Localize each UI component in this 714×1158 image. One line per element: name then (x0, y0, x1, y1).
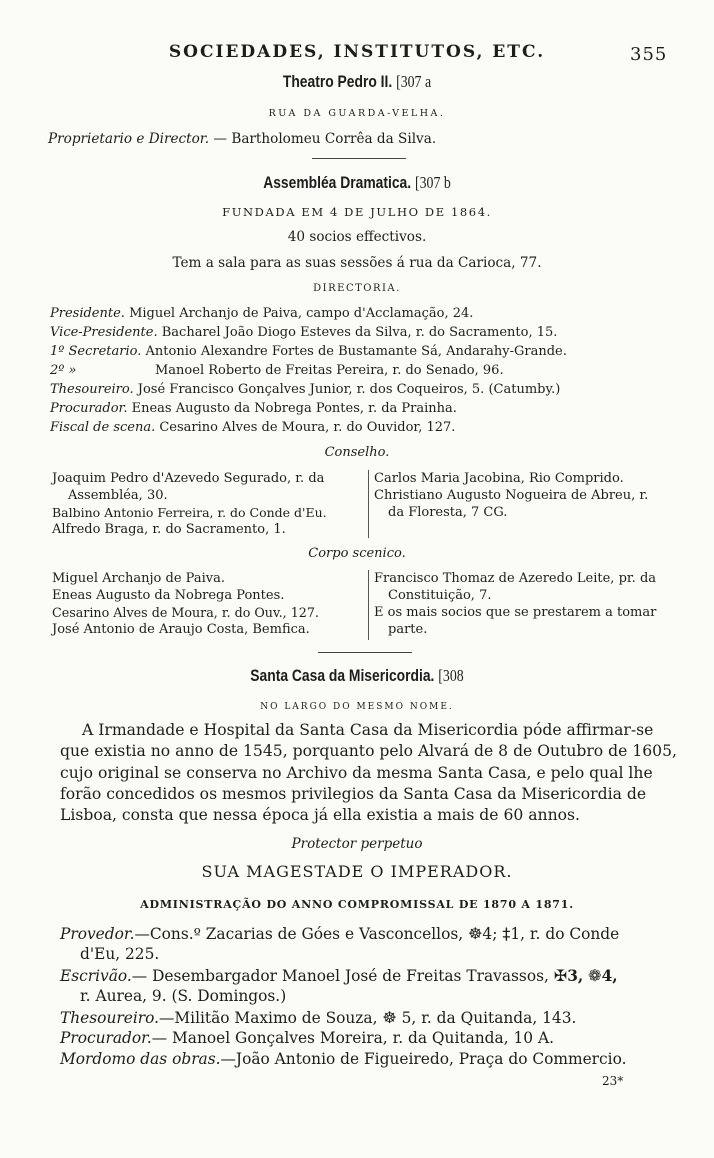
assemblea-heading (57, 173, 657, 193)
conselho-left-line: Balbino Antonio Ferreira, r. do Conde d'Eu. (52, 505, 327, 520)
assemblea-title: Assembléa Dramatica. (263, 174, 412, 192)
protector-name: SUA MAGESTADE O IMPERADOR. (201, 862, 513, 881)
board-role: Vice-Presidente. (50, 325, 158, 340)
conselho-right-line: Christiano Augusto Nogueira de Abreu, r. (374, 488, 649, 503)
administration-heading: ADMINISTRAÇÃO DO ANNO COMPROMISSAL DE 1870 A 1871. (140, 898, 574, 911)
cross-pattee-icon: ✠ (553, 966, 568, 985)
board-role: Procurador. (50, 401, 128, 416)
column-divider (368, 470, 369, 538)
history-paragraph (60, 720, 684, 826)
paragraph-line: forão concedidos os mesmos privilegios da Santa Casa da Misericordia de (60, 784, 647, 803)
assemblea-founded: FUNDADA EM 4 DE JULHO DE 1864. (222, 205, 492, 219)
board-text: Bacharel João Diogo Esteves da Silva, r. do Sacramento, 15. (161, 325, 558, 340)
thesoureiro-text: —Militão Maximo de Souza, (159, 1009, 378, 1027)
board-row (50, 401, 457, 416)
protector-label: Protector perpetuo (291, 836, 423, 852)
corpo-left-line: Cesarino Alves de Moura, r. do Ouv., 127. (52, 605, 319, 620)
procurador-label: Procurador. (60, 1029, 152, 1047)
board-role: Presidente. (50, 306, 125, 321)
paragraph-line: A Irmandade e Hospital da Santa Casa da Misericordia póde affirmar-se (82, 721, 654, 739)
paragraph-line: Lisboa, consta que nessa época já ella existia a mais de 60 annos. (60, 806, 580, 825)
escrivao-order-1: 3, (567, 967, 584, 985)
board-role: Fiscal de scena. (50, 420, 156, 435)
divider (312, 158, 406, 159)
board-text: Cesarino Alves de Moura, r. do Ouvidor, 127. (159, 420, 456, 435)
board-text: José Francisco Gonçalves Junior, r. dos Coqueiros, 5. (Catumby.) (137, 382, 561, 397)
board-row (50, 344, 567, 359)
santa-casa-number: [308 (438, 666, 464, 685)
assemblea-number: [307 b (414, 173, 451, 192)
divider (318, 652, 412, 653)
santa-casa-title: Santa Casa da Misericordia. (250, 667, 435, 685)
order-emblem-icon: ☸ (382, 1008, 397, 1027)
board-row (50, 420, 455, 435)
assemblea-members: 40 socios effectivos. (287, 229, 427, 245)
theatro-heading (57, 72, 657, 92)
escrivao-text: — Desembargador Manoel José de Freitas Travassos, (131, 967, 549, 985)
theatro-address: RUA DA GUARDA-VELHA. (268, 108, 446, 119)
board-text: Antonio Alexandre Fortes de Bustamante Sá, Andarahy-Grande. (145, 344, 567, 359)
provedor-label: Provedor. (60, 925, 135, 943)
board-row (50, 363, 504, 378)
theatro-owner (48, 131, 436, 147)
santa-casa-address: NO LARGO DO MESMO NOME. (260, 702, 454, 712)
board-row (50, 306, 473, 321)
rose-emblem-icon: ❁ (588, 966, 602, 985)
board-row (50, 325, 557, 340)
page-number: 355 (630, 44, 668, 65)
santa-casa-heading (57, 666, 657, 686)
escrivao-label: Escrivão. (60, 967, 132, 985)
procurador-text: — Manoel Gonçalves Moreira, r. da Quitanda, 10 A. (151, 1029, 554, 1047)
provedor-line (60, 924, 619, 943)
corpo-left-line: Eneas Augusto da Nobrega Pontes. (52, 588, 285, 603)
board-role: Thesoureiro. (50, 382, 134, 397)
provedor-text: —Cons.º Zacarias de Góes e Vasconcellos, (134, 925, 464, 943)
board-role: 1º Secretario. (50, 344, 142, 359)
cross-emblem-icon: ‡ (502, 924, 511, 943)
escrivao-order-2: 4, (601, 967, 618, 985)
theatro-number: [307 a (396, 72, 432, 91)
corpo-right-line: E os mais socios que se prestarem a tomar (374, 605, 657, 620)
thesoureiro-label: Thesoureiro. (60, 1009, 159, 1027)
board-text: Manoel Roberto de Freitas Pereira, r. do Senado, 96. (155, 363, 504, 378)
paragraph-line: cujo original se conserva no Archivo da mesma Santa Casa, e pelo qual lhe (60, 763, 653, 782)
board-role: 2º » (50, 363, 77, 378)
assemblea-meeting: Tem a sala para as suas sessões á rua da Carioca, 77. (172, 255, 542, 271)
thesoureiro-address: 5, r. da Quitanda, 143. (401, 1009, 577, 1027)
board-text: Eneas Augusto da Nobrega Pontes, r. da Prainha. (131, 401, 457, 416)
signature-mark: 23* (602, 1074, 624, 1088)
procurador-line (60, 1029, 554, 1047)
running-head: SOCIEDADES, INSTITUTOS, ETC. (168, 42, 546, 62)
owner-text: — Bartholomeu Corrêa da Silva. (213, 131, 437, 147)
board-row (50, 382, 560, 397)
provedor-cont: d'Eu, 225. (80, 945, 160, 963)
corpo-right-line: Francisco Thomaz de Azeredo Leite, pr. da (374, 571, 657, 586)
corpo-left-line: Miguel Archanjo de Paiva. (52, 571, 225, 586)
corpo-heading: Corpo scenico. (308, 546, 406, 561)
order-emblem-icon: ☸ (468, 924, 483, 943)
mordomo-line (60, 1050, 626, 1068)
theatro-title: Theatro Pedro II. (282, 73, 393, 91)
provedor-order-2: 1, r. do Conde (510, 925, 620, 943)
conselho-left-line: Joaquim Pedro d'Azevedo Segurado, r. da (52, 471, 325, 486)
corpo-left-line: José Antonio de Araujo Costa, Bemfica. (52, 622, 310, 637)
conselho-right-line: da Floresta, 7 CG. (388, 505, 508, 520)
escrivao-line (60, 966, 618, 985)
board-text: Miguel Archanjo de Paiva, campo d'Acclamação, 24. (129, 306, 474, 321)
corpo-right-line: parte. (388, 622, 428, 637)
paragraph-line: que existia no anno de 1545, porquanto pelo Alvará de 8 de Outubro de 1605, (60, 742, 677, 761)
conselho-left-line: Assembléa, 30. (68, 488, 168, 503)
corpo-right-line: Constituição, 7. (388, 588, 492, 603)
conselho-left-line: Alfredo Braga, r. do Sacramento, 1. (52, 522, 286, 537)
provedor-order-1: 4; (482, 925, 498, 943)
escrivao-cont: r. Aurea, 9. (S. Domingos.) (80, 987, 287, 1005)
owner-label: Proprietario e Director. (48, 131, 210, 147)
board-heading: DIRECTORIA. (313, 283, 401, 294)
conselho-heading: Conselho. (324, 445, 390, 460)
mordomo-text: —João Antonio de Figueiredo, Praça do Commercio. (220, 1050, 627, 1068)
thesoureiro-line (60, 1008, 576, 1027)
mordomo-label: Mordomo das obras. (60, 1050, 221, 1068)
conselho-right-line: Carlos Maria Jacobina, Rio Comprido. (374, 471, 624, 486)
column-divider (368, 570, 369, 640)
